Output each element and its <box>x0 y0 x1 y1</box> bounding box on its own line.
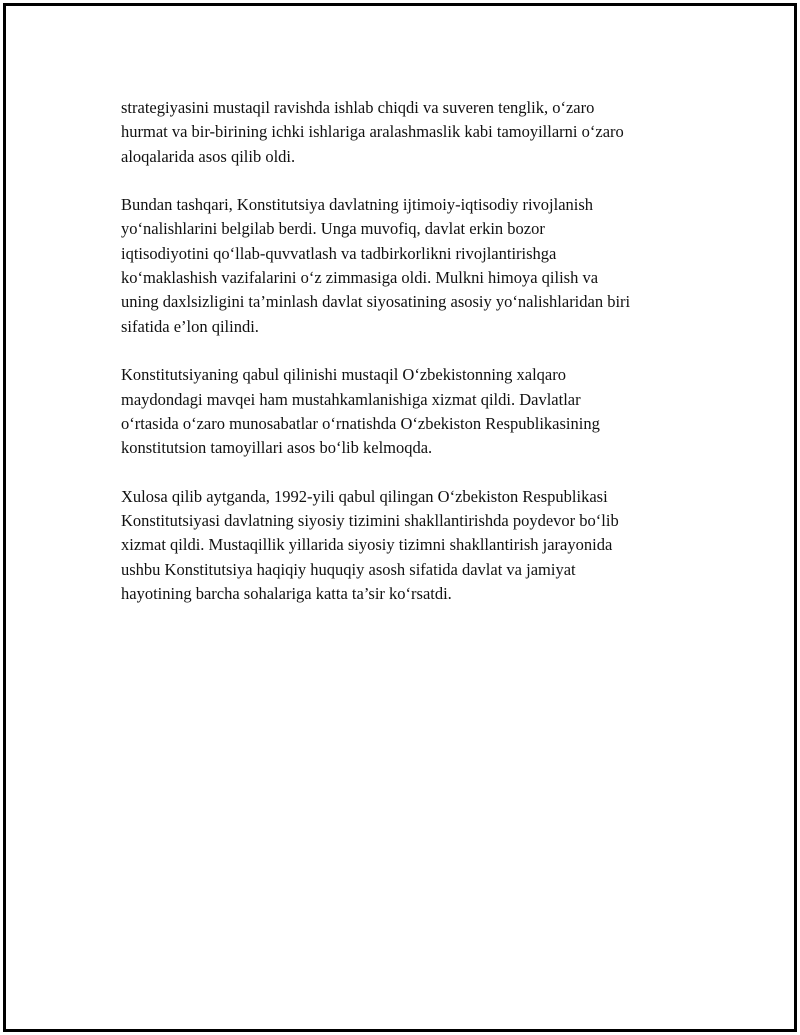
paragraph: Konstitutsiyaning qabul qilinishi mustaqil O‘zbekistonning xalqaro maydondagi mavqei ham mustahkamlanishiga xizmat qildi. Davlatlar o‘rtasida o‘zaro munosabatlar o‘rnatishda O‘zbekiston Respublikasining konstitutsion tamoyillari asos bo‘lib kelmoqda. <box>121 365 600 458</box>
paragraph: Bundan tashqari, Konstitutsiya davlatning ijtimoiy-iqtisodiy rivojlanish yo‘nalishlarini belgilab berdi. Unga muvofiq, davlat erkin bozor iqtisodiyotini qo‘llab-quvvatlash va tadbirkorlikni rivojlantirishga ko‘maklashish vazifalarini o‘z zimmasiga oldi. Mulkni himoya qilish va uning daxlsizligini ta’minlash davlat siyosatining asosiy yo‘nalishlaridan biri sifatida e’lon qilindi. <box>121 195 631 336</box>
paragraph: strategiyasini mustaqil ravishda ishlab chiqdi va suveren tenglik, o‘zaro hurmat va bir-birining ichki ishlariga aralashmaslik kabi tamoyillarni o‘zaro aloqalarida asos qilib oldi. <box>121 98 624 166</box>
paragraph: Xulosa qilib aytganda, 1992-yili qabul qilingan O‘zbekiston Respublikasi Konstitutsiyasi davlatning siyosiy tizimini shakllantirishda poydevor bo‘lib xizmat qildi. Mustaqillik yillarida siyosiy tizimni shakllantirish jarayonida ushbu Konstitutsiya haqiqiy huquqiy asosh sifatida davlat va jamiyat hayotining barcha sohalariga katta ta’sir ko‘rsatdi. <box>121 486 619 603</box>
page-frame <box>3 3 797 1032</box>
document-body <box>121 96 701 631</box>
